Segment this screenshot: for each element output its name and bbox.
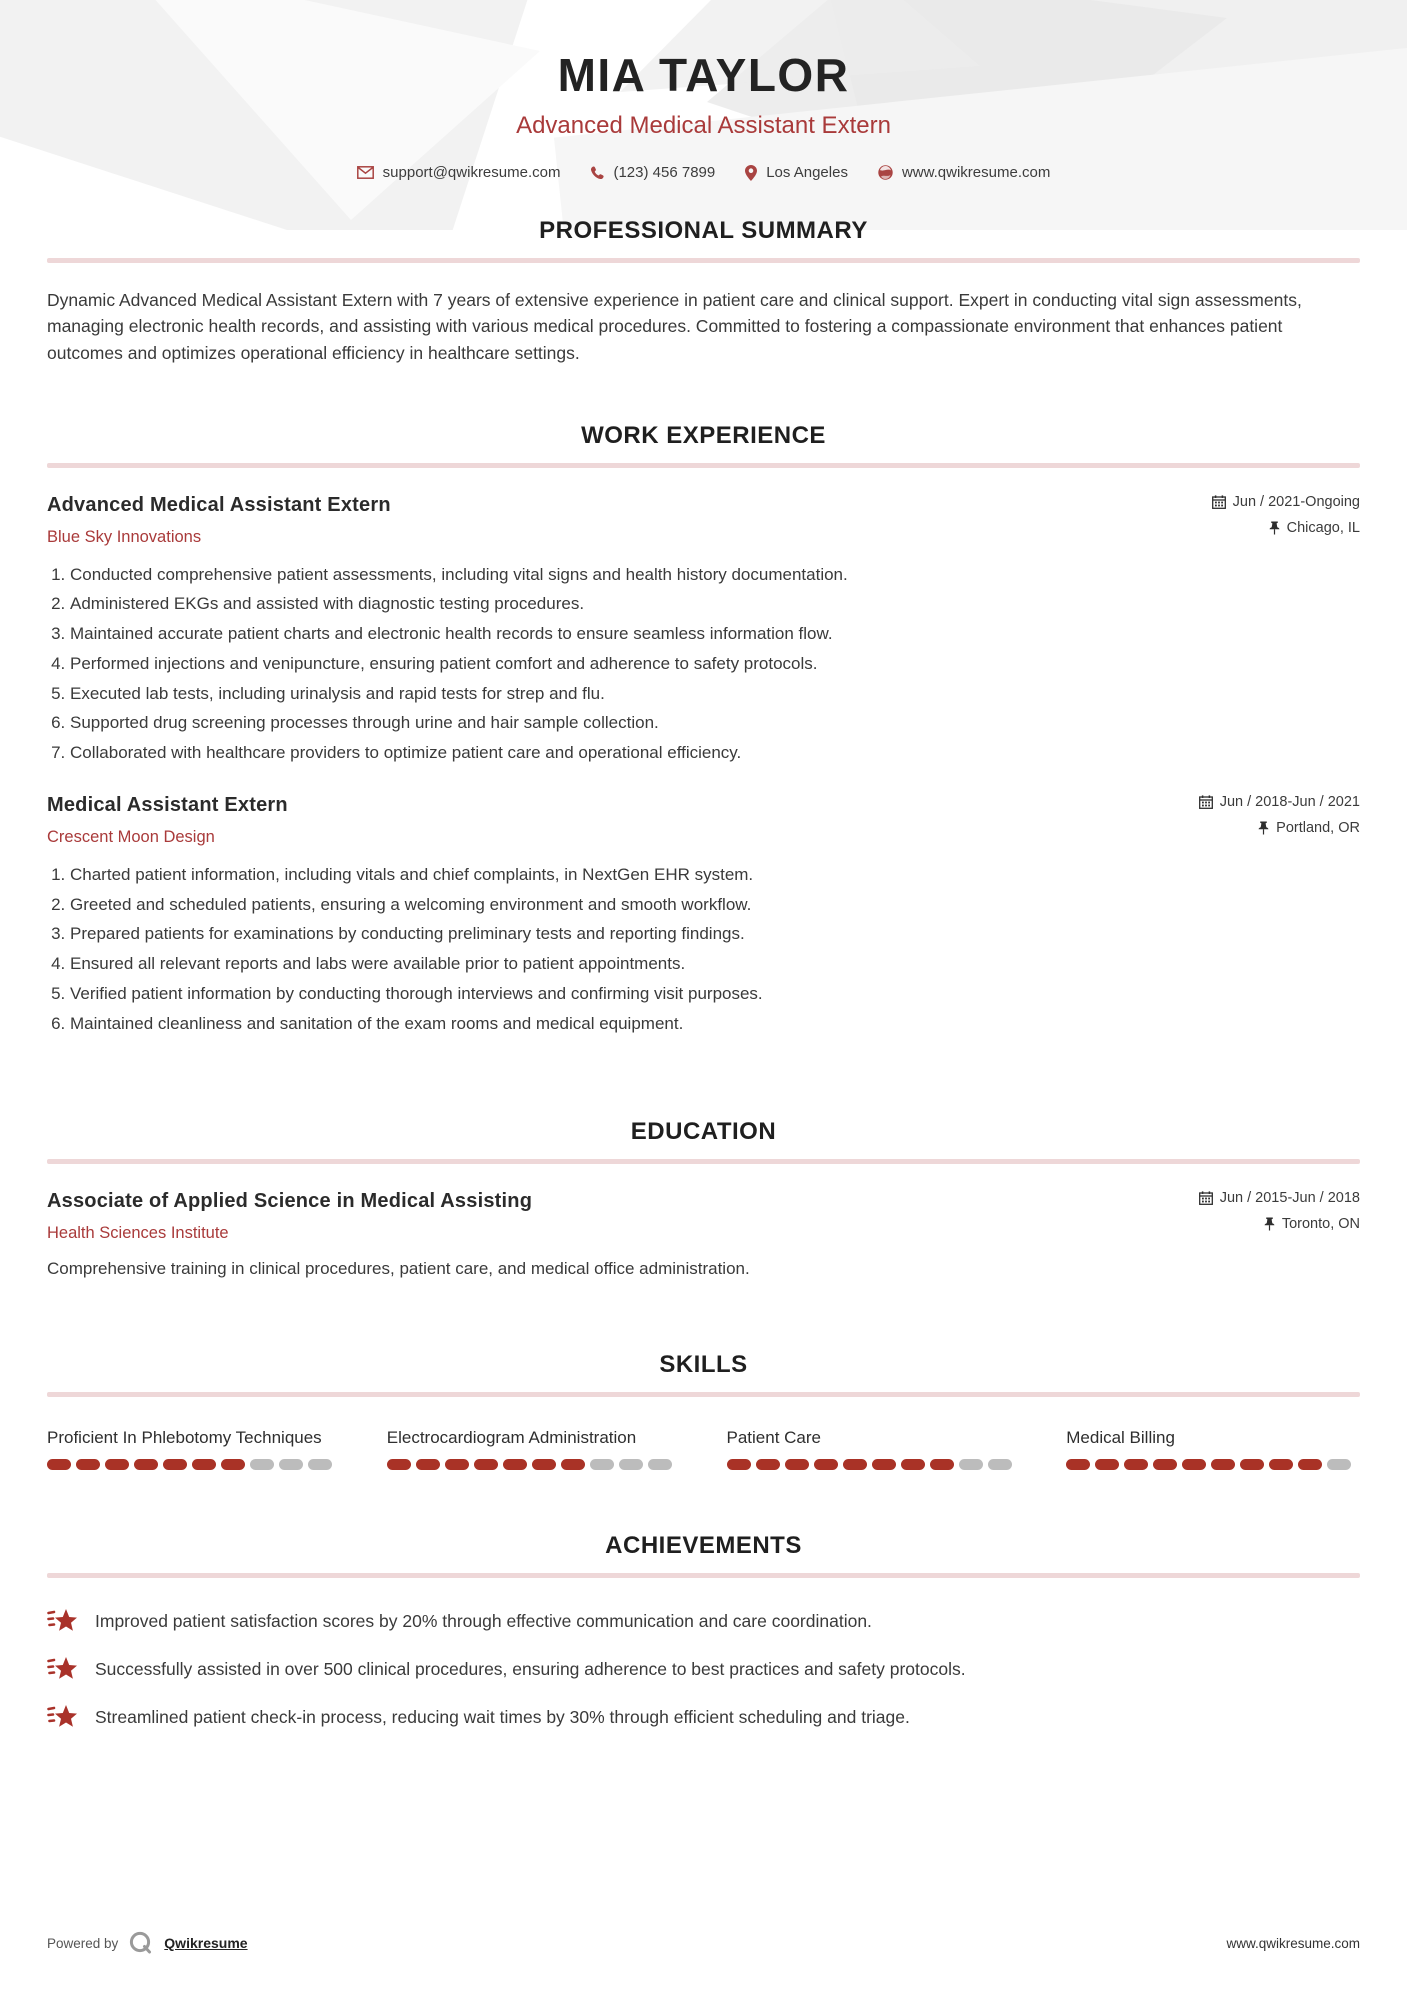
skill-segment <box>279 1459 303 1470</box>
achievements-heading: ACHIEVEMENTS <box>605 1532 802 1560</box>
bullet-item: 2. Greeted and scheduled patients, ensuring a welcoming environment and smooth workflow. <box>70 895 1360 916</box>
pushpin-icon <box>1264 1217 1275 1231</box>
achievement-text: Successfully assisted in over 500 clinical procedures, ensuring adherence to best practices and safety protocols. <box>95 1659 966 1680</box>
achievement-item <box>47 1704 1360 1731</box>
bullet-item: 3. Prepared patients for examinations by conducting preliminary tests and reporting findings. <box>70 924 1360 945</box>
skill-segment <box>648 1459 672 1470</box>
achievements-list <box>47 1608 1360 1731</box>
bullet-item: 1. Conducted comprehensive patient assessments, including vital signs and health history documentation. <box>70 565 1360 586</box>
skill-segment <box>785 1459 809 1470</box>
work-entry-dates <box>1212 494 1360 510</box>
work-heading: WORK EXPERIENCE <box>581 421 826 449</box>
skill-item <box>1066 1427 1360 1470</box>
work-entry-date-text: Jun / 2021-Ongoing <box>1232 493 1360 510</box>
achievement-item <box>47 1656 1360 1683</box>
skill-item <box>47 1427 341 1470</box>
section-education <box>47 1118 1360 1279</box>
skill-segment <box>901 1459 925 1470</box>
contact-phone-text: (123) 456 7899 <box>613 164 716 181</box>
section-work-experience <box>47 422 1360 1035</box>
skill-segment <box>1327 1459 1351 1470</box>
bullet-item: 5. Executed lab tests, including urinalysis and rapid tests for strep and flu. <box>70 684 1360 705</box>
achievement-item <box>47 1608 1360 1635</box>
section-professional-summary <box>47 217 1360 366</box>
skill-segment <box>250 1459 274 1470</box>
contact-row <box>0 164 1407 181</box>
person-name: MIA TAYLOR <box>557 49 850 101</box>
skill-item <box>727 1427 1021 1470</box>
bullet-item: 4. Ensured all relevant reports and labs were available prior to patient appointments. <box>70 954 1360 975</box>
skill-label: Patient Care <box>726 1428 821 1448</box>
work-entry-location <box>1212 520 1360 536</box>
skill-segment <box>590 1459 614 1470</box>
skill-segment <box>416 1459 440 1470</box>
skill-label: Electrocardiogram Administration <box>386 1428 637 1448</box>
summary-heading: PROFESSIONAL SUMMARY <box>539 217 868 244</box>
calendar-icon <box>1212 495 1226 509</box>
powered-by-label: Powered by <box>47 1935 119 1951</box>
education-dates <box>1199 1190 1360 1206</box>
work-entry-bullets <box>47 865 1360 1034</box>
section-divider <box>47 1159 1360 1164</box>
work-entry-dates <box>1199 794 1360 810</box>
resume-header <box>0 0 1407 181</box>
skill-segment <box>1153 1459 1177 1470</box>
section-divider <box>47 463 1360 468</box>
skill-segment <box>163 1459 187 1470</box>
skill-segment <box>619 1459 643 1470</box>
contact-website-text: www.qwikresume.com <box>901 164 1051 181</box>
skill-segment <box>872 1459 896 1470</box>
calendar-icon <box>1199 795 1213 809</box>
work-entry-title: Advanced Medical Assistant Extern <box>47 493 391 516</box>
star-badge-icon <box>47 1656 77 1683</box>
skill-segment <box>1066 1459 1090 1470</box>
education-description: Comprehensive training in clinical procedures, patient care, and medical office administration. <box>47 1259 750 1279</box>
skill-segment <box>47 1459 71 1470</box>
achievement-text: Improved patient satisfaction scores by 20% through effective communication and care coordination. <box>95 1611 872 1632</box>
bullet-item: 3. Maintained accurate patient charts and electronic health records to ensure seamless information flow. <box>70 624 1360 645</box>
qwikresume-logo-icon <box>128 1930 154 1956</box>
education-school: Health Sciences Institute <box>47 1224 229 1243</box>
email-icon <box>357 166 374 179</box>
skill-segment <box>1240 1459 1264 1470</box>
skill-level-bar <box>47 1459 341 1470</box>
skill-segment <box>1182 1459 1206 1470</box>
skill-segment <box>105 1459 129 1470</box>
skill-segment <box>1269 1459 1293 1470</box>
skill-segment <box>988 1459 1012 1470</box>
work-entry-company: Crescent Moon Design <box>47 827 215 846</box>
education-entry <box>47 1190 1360 1279</box>
qwikresume-link[interactable]: Qwikresume <box>164 1935 248 1951</box>
contact-location-text: Los Angeles <box>766 164 848 181</box>
skill-segment <box>756 1459 780 1470</box>
achievement-text: Streamlined patient check-in process, reducing wait times by 30% through efficient scheduling and triage. <box>95 1707 910 1728</box>
section-skills <box>47 1351 1360 1470</box>
skill-segment <box>192 1459 216 1470</box>
skill-segment <box>814 1459 838 1470</box>
footer-website-link[interactable]: www.qwikresume.com <box>1226 1935 1360 1951</box>
section-divider <box>47 258 1360 263</box>
calendar-icon <box>1199 1191 1213 1205</box>
skill-level-bar <box>727 1459 1021 1470</box>
skill-segment <box>959 1459 983 1470</box>
education-heading: EDUCATION <box>630 1118 777 1146</box>
location-icon <box>745 165 757 181</box>
education-location-text: Toronto, ON <box>1281 1216 1360 1233</box>
work-entry <box>47 794 1360 1034</box>
education-degree: Associate of Applied Science in Medical Assisting <box>47 1190 533 1213</box>
work-entry-bullets <box>47 565 1360 764</box>
work-entry-location-text: Portland, OR <box>1276 819 1360 836</box>
work-entry-company: Blue Sky Innovations <box>47 527 202 546</box>
bullet-item: 7. Collaborated with healthcare providers to optimize patient care and operational efficiency. <box>70 743 1360 764</box>
bullet-item: 6. Maintained cleanliness and sanitation of the exam rooms and medical equipment. <box>70 1014 1360 1035</box>
contact-email-text: support@qwikresume.com <box>382 164 561 181</box>
skill-level-bar <box>1066 1459 1360 1470</box>
skills-grid <box>47 1427 1360 1470</box>
work-entry-location-text: Chicago, IL <box>1286 519 1360 536</box>
globe-icon <box>878 165 893 180</box>
skill-segment <box>1095 1459 1119 1470</box>
contact-website[interactable] <box>878 164 1050 181</box>
skill-item <box>387 1427 681 1470</box>
skill-segment <box>1298 1459 1322 1470</box>
summary-text: Dynamic Advanced Medical Assistant Extern with 7 years of extensive experience in patient care and clinical support. Expert in conducting vital sign assessments, managing electronic health records, and assisting with various medical procedures. Committed to fostering a compassionate environment that enhances patient outcomes and optimizes operational efficiency in healthcare settings. <box>47 290 1302 363</box>
bullet-item: 4. Performed injections and venipuncture, ensuring patient comfort and adherence to safety protocols. <box>70 654 1360 675</box>
work-entry-location <box>1199 820 1360 836</box>
work-entry <box>47 494 1360 764</box>
skill-segment <box>930 1459 954 1470</box>
job-title-subtitle: Advanced Medical Assistant Extern <box>516 112 891 139</box>
section-divider <box>47 1392 1360 1397</box>
skill-segment <box>134 1459 158 1470</box>
bullet-item: 6. Supported drug screening processes through urine and hair sample collection. <box>70 713 1360 734</box>
star-badge-icon <box>47 1608 77 1635</box>
skill-segment <box>503 1459 527 1470</box>
skill-segment <box>308 1459 332 1470</box>
bullet-item: 1. Charted patient information, including vitals and chief complaints, in NextGen EHR system. <box>70 865 1360 886</box>
section-achievements <box>47 1532 1360 1731</box>
skill-label: Medical Billing <box>1066 1428 1175 1448</box>
education-date-text: Jun / 2015-Jun / 2018 <box>1219 1190 1360 1207</box>
work-entry-title: Medical Assistant Extern <box>47 793 288 816</box>
skill-segment <box>1124 1459 1148 1470</box>
skill-segment <box>532 1459 556 1470</box>
star-badge-icon <box>47 1704 77 1731</box>
contact-email[interactable] <box>357 164 561 181</box>
skill-segment <box>221 1459 245 1470</box>
skill-segment <box>727 1459 751 1470</box>
skill-segment <box>76 1459 100 1470</box>
skill-level-bar <box>387 1459 681 1470</box>
skill-segment <box>843 1459 867 1470</box>
skills-heading: SKILLS <box>659 1351 748 1379</box>
skill-label: Proficient In Phlebotomy Techniques <box>47 1428 322 1448</box>
skill-segment <box>387 1459 411 1470</box>
section-divider <box>47 1573 1360 1578</box>
bullet-item: 5. Verified patient information by conducting thorough interviews and confirming visit purposes. <box>70 984 1360 1005</box>
pushpin-icon <box>1258 821 1269 835</box>
skill-segment <box>1211 1459 1235 1470</box>
contact-phone <box>590 164 715 181</box>
page-footer <box>0 1930 1407 1990</box>
work-entry-date-text: Jun / 2018-Jun / 2021 <box>1219 793 1360 810</box>
bullet-item: 2. Administered EKGs and assisted with diagnostic testing procedures. <box>70 594 1360 615</box>
contact-location <box>745 164 848 181</box>
skill-segment <box>561 1459 585 1470</box>
skill-segment <box>474 1459 498 1470</box>
phone-icon <box>590 166 604 180</box>
education-location <box>1199 1216 1360 1232</box>
skill-segment <box>445 1459 469 1470</box>
pushpin-icon <box>1269 521 1280 535</box>
